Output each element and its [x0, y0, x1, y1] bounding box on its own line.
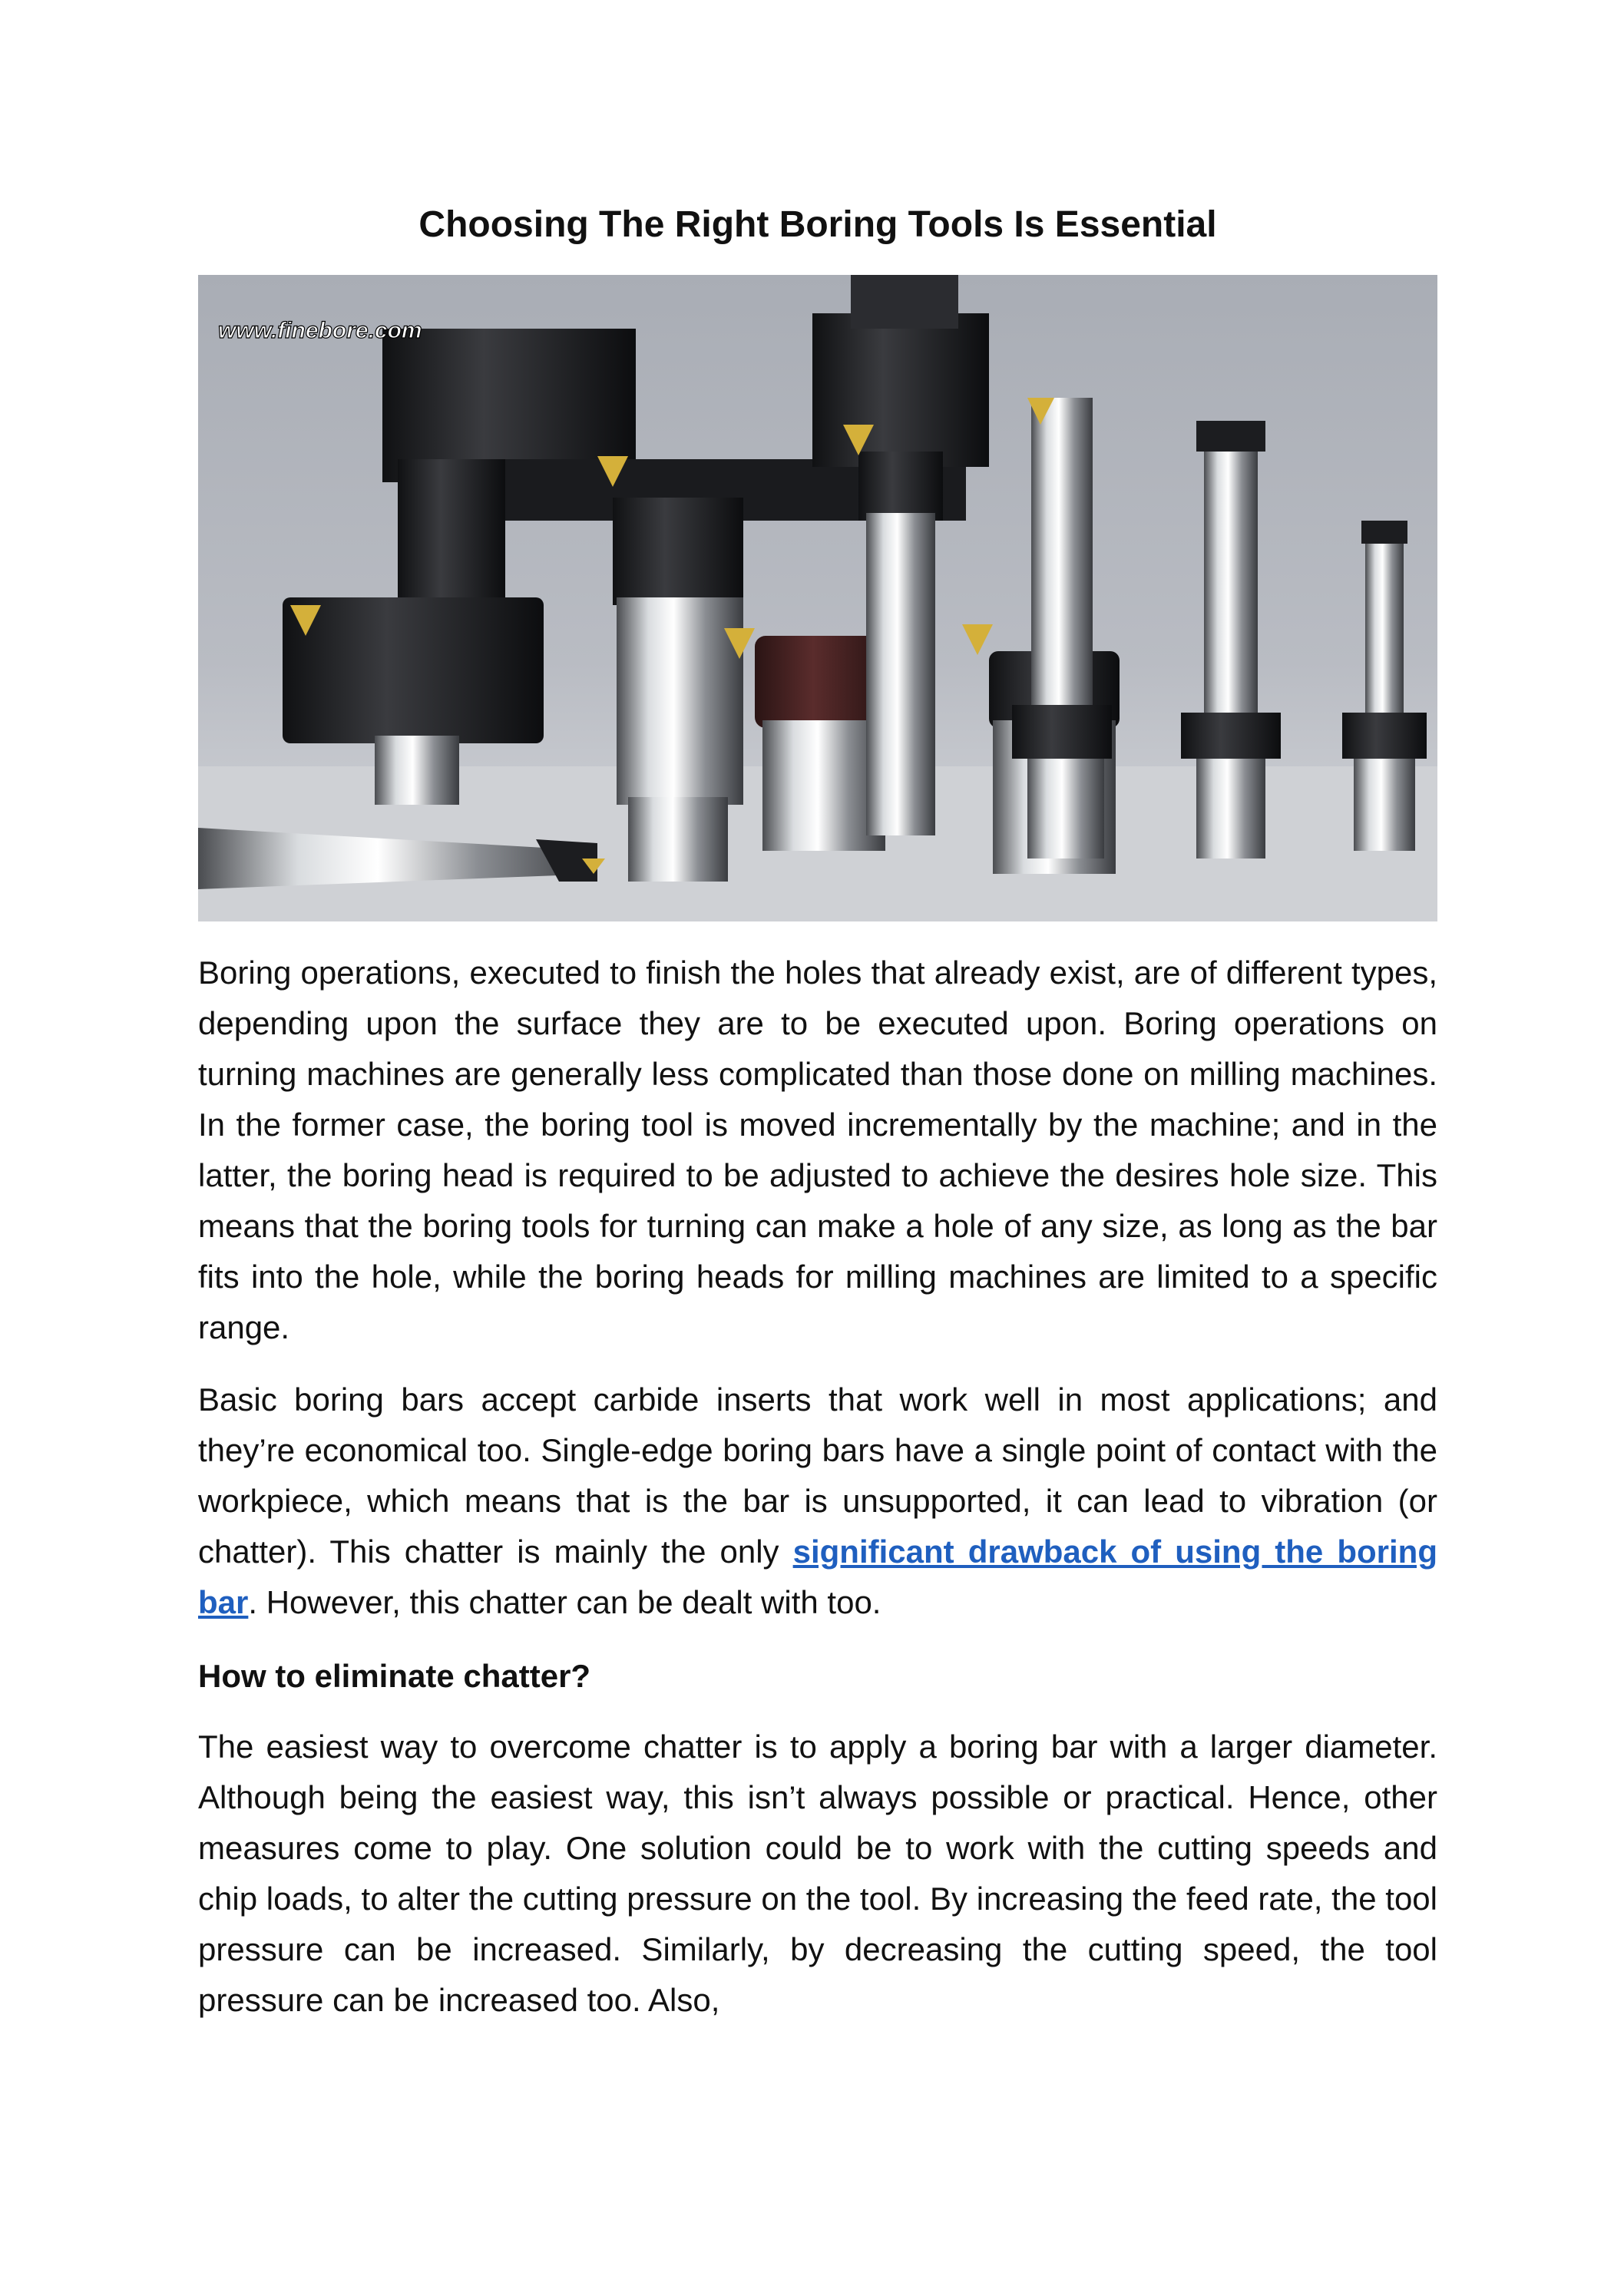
paragraph-2-text-after: . However, this chatter can be dealt with too.: [248, 1584, 881, 1620]
watermark-text: www.finebore.com: [218, 318, 422, 343]
paragraph-1: Boring operations, executed to finish the holes that already exist, are of different types, depending upon the surface they are to be executed upon. Boring operations on turning machines are generally less complicated than those done on milling machines. In the former case, the boring tool is moved incrementally by the machine; and in the latter, the boring head is required to be adjusted to achieve the desires hole size. This means that the boring tools for turning can make a hole of any size, as long as the bar fits into the hole, while the boring heads for milling machines are limited to a specific range.: [198, 954, 1437, 1345]
boring-bar-drawback-link[interactable]: significant drawback of using the boring bar: [198, 1533, 1437, 1620]
boring-tools-image: [198, 275, 1437, 921]
page-title: Choosing The Right Boring Tools Is Essential: [418, 204, 1217, 245]
paragraph-2-text-before: Basic boring bars accept carbide inserts that work well in most applications; and they’re economical too. Single-edge boring bars have a single point of contact with the workpiece, which means that is the bar is unsupported, it can lead to vibration (or chatter). This chatter is mainly the only: [198, 1381, 1437, 1570]
paragraph-2: [198, 1375, 1437, 1628]
section-heading-chatter: How to eliminate chatter?: [198, 1658, 591, 1694]
paragraph-3: The easiest way to overcome chatter is to apply a boring bar with a larger diameter. Although being the easiest way, this isn’t always possible or practical. Hence, other measures come to play. One solution could be to work with the cutting speeds and chip loads, to alter the cutting pressure on the tool. By increasing the feed rate, the tool pressure can be increased. Similarly, by decreasing the cutting speed, the tool pressure can be increased too. Also,: [198, 1729, 1437, 2018]
